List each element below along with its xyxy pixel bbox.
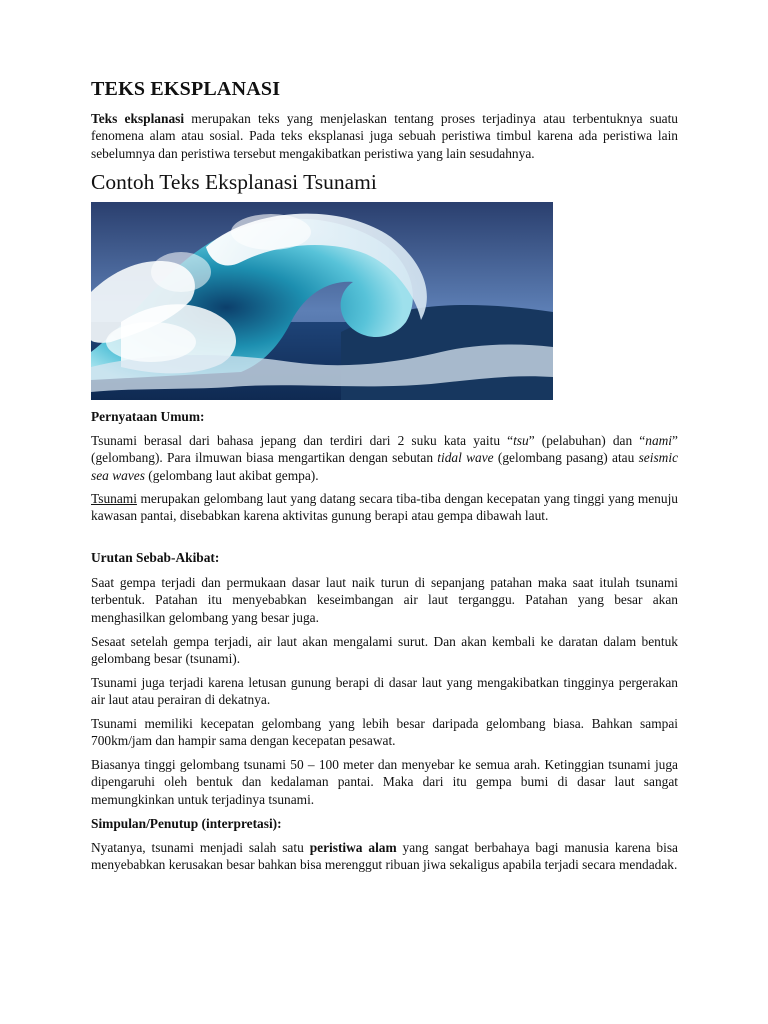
- text-run: (gelombang laut akibat gempa).: [144, 467, 319, 483]
- section-conclusion: [91, 815, 678, 832]
- section-general: [91, 408, 678, 425]
- general-paragraph-1-block: [91, 432, 678, 484]
- cause-paragraph: Biasanya tinggi gelombang tsunami 50 – 100 meter dan menyebar ke semua arah. Ketinggian tsunami juga dipengaruhi oleh bentuk dan kedalaman pantai. Maka dari itu gempa bumi di dasar laut sangat memungkinkan untuk terjadinya tsunami.: [91, 757, 678, 807]
- intro-term: Teks eksplanasi: [91, 111, 185, 126]
- cause-paragraph-5-block: [91, 756, 678, 808]
- example-title: Contoh Teks Eksplanasi Tsunami: [91, 170, 377, 194]
- italic-tsu: tsu: [513, 433, 529, 448]
- cause-paragraph: Tsunami memiliki kecepatan gelombang yang lebih besar daripada gelombang biasa. Bahkan sampai 700km/jam dan hampir sama dengan kecepatan pesawat.: [91, 716, 678, 749]
- italic-nami: nami: [645, 433, 673, 448]
- text-run: ” (gelombang). Para ilmuwan biasa mengartikan dengan sebutan: [91, 433, 678, 466]
- text-run: Tsunami berasal dari bahasa jepang dan terdiri dari 2 suku kata yaitu “: [91, 433, 514, 448]
- intro-paragraph: [91, 110, 678, 162]
- section-cause: [91, 549, 678, 566]
- section-general-heading: Pernyataan Umum:: [91, 409, 205, 424]
- cause-paragraph-1-block: [91, 574, 678, 626]
- general-paragraph-2-block: [91, 490, 678, 525]
- conclusion-paragraph-block: [91, 839, 678, 874]
- text-run: (gelombang pasang) atau: [493, 450, 639, 466]
- cause-paragraph: Sesaat setelah gempa terjadi, air laut akan mengalami surut. Dan akan kembali ke daratan dalam bentuk gelombang besar (tsunami).: [91, 634, 678, 667]
- italic-tidal-wave: tidal wave: [437, 450, 494, 466]
- section-cause-heading: Urutan Sebab-Akibat:: [91, 550, 220, 565]
- document-title: TEKS EKSPLANASI: [91, 78, 281, 100]
- cause-paragraph: Tsunami juga terjadi karena letusan gunung berapi di dasar laut yang mengakibatkan tingginya pergerakan air laut atau perairan di dekatnya.: [91, 675, 678, 708]
- intro-text: merupakan teks yang menjelaskan tentang proses terjadinya atau terbentuknya suatu fenomena alam atau sosial. Pada teks eksplanasi juga sebuah peristiwa timbul karena ada peristiwa lain sebelumnya dan peristiwa tersebut mengakibatkan peristiwa yang lain sesudahnya.: [91, 111, 678, 161]
- text-run: merupakan gelombang laut yang datang secara tiba-tiba dengan kecepatan yang tinggi yang menuju kawasan pantai, disebabkan karena aktivitas gunung berapi atau gempa dibawah laut.: [91, 491, 678, 524]
- cause-paragraph-2-block: [91, 633, 678, 668]
- text-run: ” (pelabuhan) dan “: [528, 433, 646, 448]
- italic-seismic-sea-waves: seismic sea waves: [91, 450, 679, 483]
- cause-paragraph-4-block: [91, 715, 678, 750]
- cause-paragraph: Saat gempa terjadi dan permukaan dasar laut naik turun di sepanjang patahan maka saat itulah tsunami terbentuk. Patahan itu menyebabkan keseimbangan air laut terganggu. Patahan yang besar akan menghasilkan gelombang yang besar juga.: [91, 575, 678, 625]
- bold-peristiwa-alam: peristiwa alam: [309, 840, 397, 855]
- general-paragraph-1: [91, 432, 678, 484]
- cause-paragraph-3-block: [91, 674, 678, 709]
- intro-block: [91, 110, 678, 162]
- conclusion-paragraph: [91, 839, 678, 874]
- general-paragraph-2: [91, 490, 678, 525]
- text-run: Nyatanya, tsunami menjadi salah satu: [91, 840, 310, 855]
- tsunami-link-term: Tsunami: [91, 491, 137, 506]
- tsunami-wave-image: [91, 202, 553, 400]
- wave-illustration: [91, 202, 553, 400]
- section-conclusion-heading: Simpulan/Penutup (interpretasi):: [91, 816, 282, 831]
- text-run: yang sangat berbahaya bagi manusia karena bisa menyebabkan kerusakan besar bahkan bisa merenggut ribuan jiwa sekaligus apabila terjadi secara mendadak.: [91, 840, 678, 873]
